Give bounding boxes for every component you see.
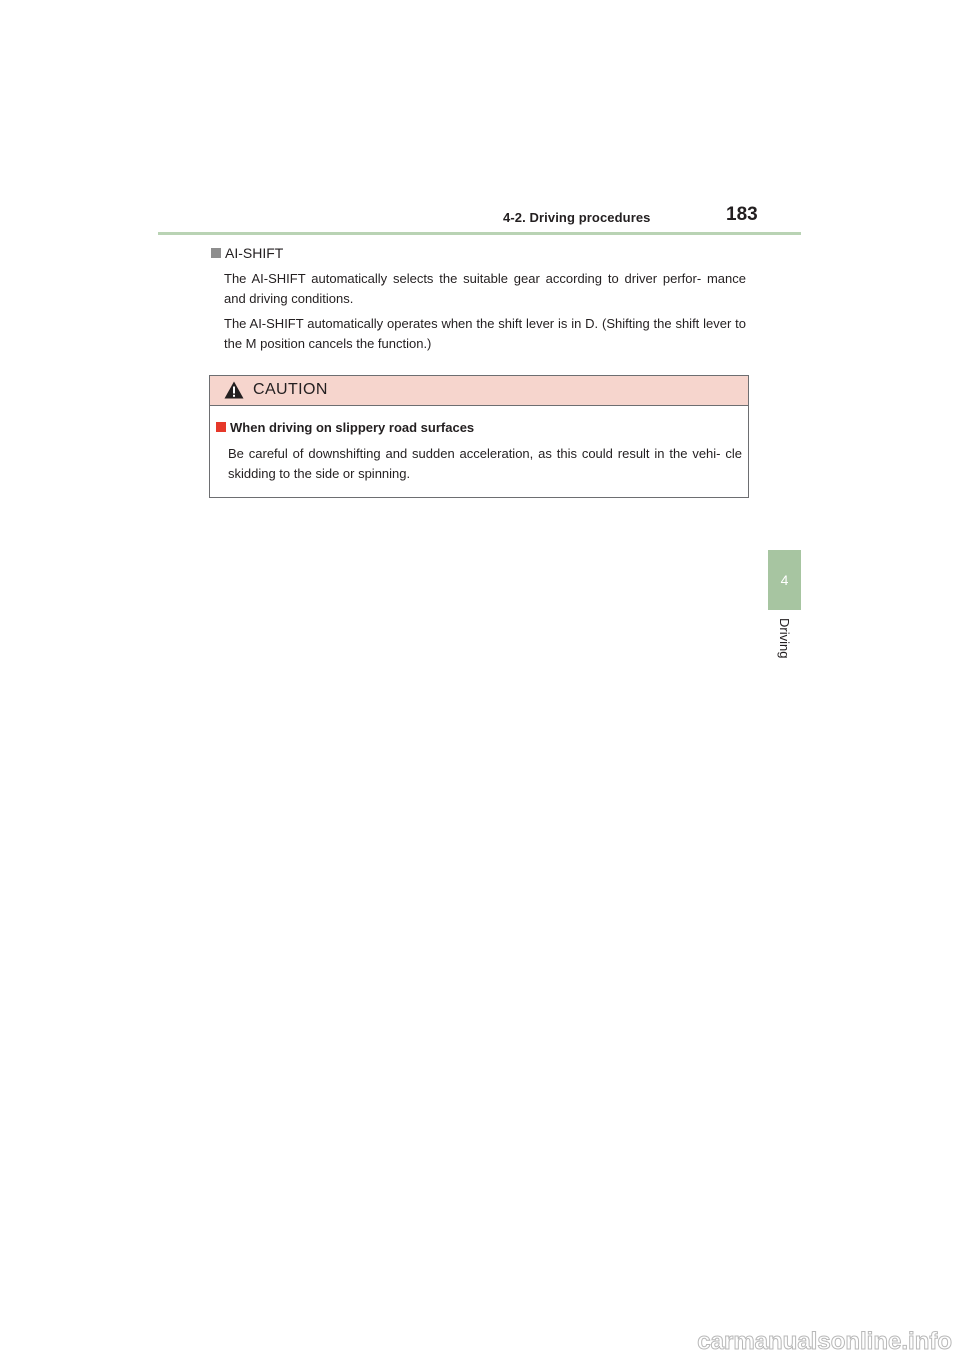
- section-heading: [211, 245, 283, 261]
- red-square-bullet-icon: [216, 422, 226, 432]
- header-divider: [158, 232, 801, 235]
- running-header-section: 4-2. Driving procedures: [503, 210, 651, 225]
- chapter-label: Driving: [777, 618, 792, 659]
- caution-title: CAUTION: [253, 381, 328, 398]
- square-bullet-icon: [211, 248, 221, 258]
- caution-subheading: [216, 420, 474, 435]
- warning-triangle-icon: [224, 381, 244, 399]
- watermark-logo: [574, 1326, 954, 1356]
- section-heading-text: AI-SHIFT: [225, 245, 284, 261]
- chapter-tab: [768, 550, 801, 610]
- body-paragraph-1: The AI-SHIFT automatically selects the suitable gear according to driver perfor- mance and driving conditions.: [224, 271, 746, 306]
- page-number: 183: [726, 204, 758, 225]
- watermark-text: carmanualsonline.info: [697, 1328, 952, 1355]
- caution-box: [209, 375, 749, 498]
- caution-subheading-text: When driving on slippery road surfaces: [230, 420, 475, 435]
- caution-text: Be careful of downshifting and sudden acceleration, as this could result in the vehi- cle skidding to the side or spinning.: [228, 446, 742, 481]
- chapter-number: 4: [780, 572, 789, 588]
- caution-header: [210, 376, 748, 406]
- body-paragraph-2: The AI-SHIFT automatically operates when the shift lever is in D. (Shifting the shift lever to the M position cancels the function.): [224, 316, 746, 351]
